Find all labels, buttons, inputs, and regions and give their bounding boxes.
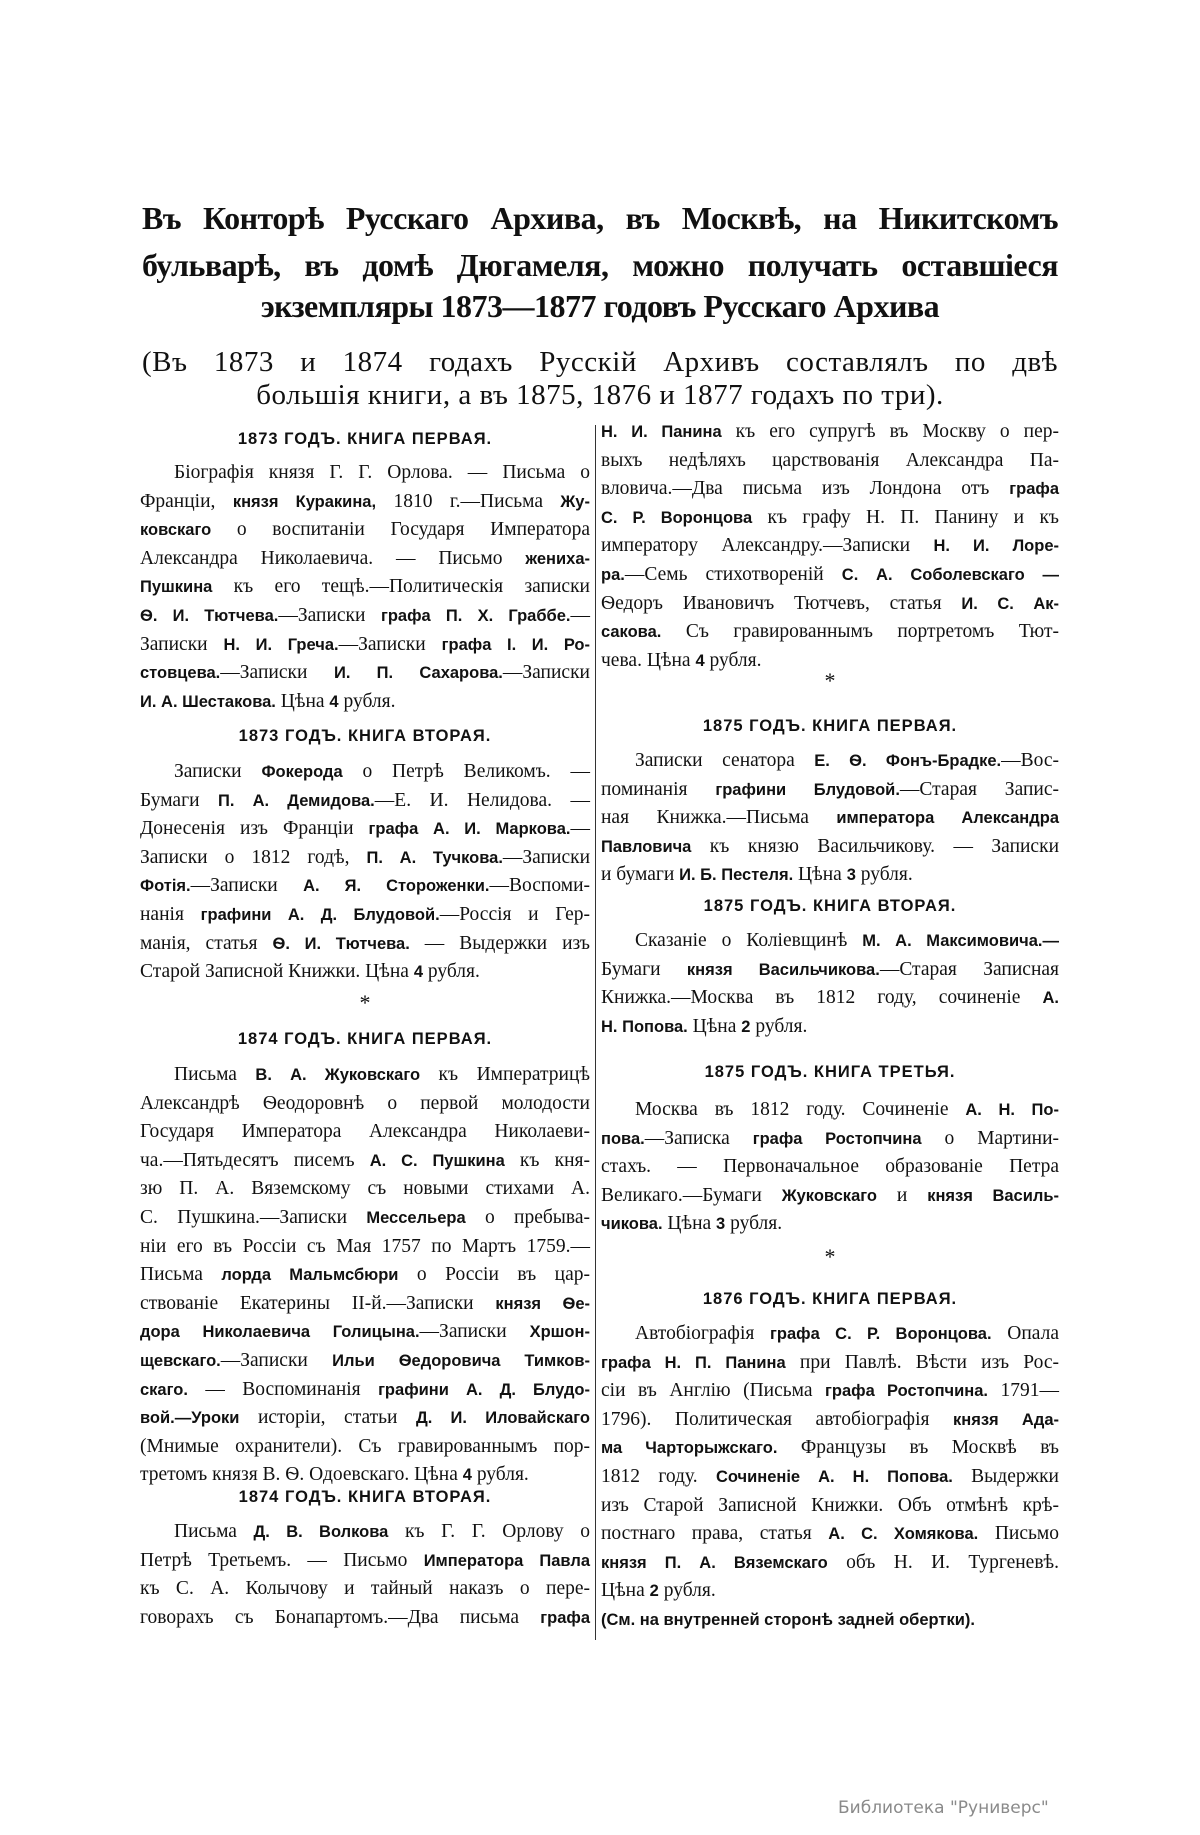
text-run: при Павлѣ. Вѣсти изъ Рос- bbox=[785, 1351, 1059, 1373]
text-run: —Е. И. Нелидова. — bbox=[374, 789, 590, 811]
bold-run: лорда Мальмсбюри bbox=[221, 1266, 399, 1285]
text-run: Сказаніе о Коліевщинѣ bbox=[635, 930, 863, 951]
text-run: къ Императрицѣ bbox=[420, 1064, 590, 1085]
title-line: бульварѣ, въ домѣ Дюгамеля, можно получать оставшіеся bbox=[142, 247, 1058, 283]
text-run: Москва въ 1812 году. Сочиненіе bbox=[635, 1099, 966, 1120]
text-line bbox=[140, 1547, 590, 1576]
section-paragraph bbox=[601, 747, 1059, 890]
bold-run: графа Ростопчина bbox=[752, 1129, 922, 1148]
bold-run: графа bbox=[540, 1608, 590, 1627]
text-run: 1796). Политическая автобіографія bbox=[601, 1408, 953, 1430]
bold-run: графа Н. П. Панина bbox=[601, 1353, 786, 1372]
text-line bbox=[140, 872, 590, 901]
text-run: —Записки bbox=[502, 662, 590, 684]
text-run: Франціи, bbox=[140, 490, 233, 512]
bold-run: И. А. Шестакова. bbox=[140, 692, 276, 711]
subtitle-line: большія книги, а въ 1875, 1876 и 1877 годахъ по три). bbox=[256, 379, 944, 411]
text-run: къ кня- bbox=[504, 1149, 590, 1171]
text-run: о пребыва- bbox=[465, 1206, 590, 1228]
text-run: Письмо bbox=[978, 1523, 1059, 1545]
text-run: Александра Николаевича. — Письмо bbox=[140, 547, 526, 569]
text-run: Письма bbox=[174, 1064, 256, 1085]
text-run: о Мартини- bbox=[921, 1127, 1059, 1149]
bold-run: 4 bbox=[329, 692, 339, 711]
text-run: —Записки bbox=[338, 633, 442, 655]
bold-run: Д. И. Иловайскаго bbox=[415, 1409, 591, 1428]
section-heading: 1875 ГОДЪ. КНИГА ТРЕТЬЯ. bbox=[704, 1063, 956, 1081]
text-line bbox=[601, 1182, 1059, 1211]
bold-run: Мессельера bbox=[366, 1208, 466, 1227]
bold-run: графа П. Х. Граббе. bbox=[380, 606, 571, 625]
text-run: говорахъ съ Бонапартомъ.—Два письма bbox=[140, 1606, 541, 1628]
bold-run: графа bbox=[1009, 480, 1059, 499]
text-line bbox=[601, 804, 1059, 833]
text-line bbox=[140, 659, 590, 688]
title-line: экземпляры 1873—1877 годовъ Русскаго Архива bbox=[260, 288, 940, 324]
text-run: ніи его въ Россіи съ Мая 1757 по Мартъ 1759.— bbox=[140, 1235, 590, 1257]
text-line bbox=[601, 776, 1059, 805]
bold-run: Ѳ. И. Тютчева. bbox=[272, 934, 410, 953]
text-line bbox=[140, 758, 590, 787]
text-run: Великаго.—Бумаги bbox=[601, 1184, 782, 1206]
text-run: Ѳедоръ Ивановичъ Тютчевъ, статья bbox=[601, 592, 962, 614]
text-line bbox=[601, 1210, 1059, 1239]
text-run: къ его супругѣ въ Москву о пер- bbox=[721, 421, 1059, 442]
bold-run: ма Чарторыжскаго. bbox=[601, 1439, 778, 1458]
text-run: —Семь стихотвореній bbox=[624, 563, 842, 585]
text-run: Біографія князя Г. Г. Орлова. — Письма о bbox=[174, 462, 590, 483]
text-line bbox=[140, 1433, 590, 1462]
text-run: — bbox=[570, 818, 590, 840]
text-line bbox=[140, 1318, 590, 1347]
text-run: ная Книжка.—Письма bbox=[601, 807, 837, 829]
text-run: —Вос- bbox=[1001, 750, 1060, 771]
text-run: Письма bbox=[174, 1521, 254, 1542]
text-line bbox=[601, 956, 1059, 985]
text-run: — Выдержки изъ bbox=[409, 932, 590, 954]
text-run: — bbox=[570, 604, 590, 626]
text-run: Опала bbox=[991, 1323, 1059, 1344]
bold-run: князя Куракина, bbox=[232, 492, 377, 511]
text-line bbox=[601, 1463, 1059, 1492]
text-run: и bbox=[876, 1184, 928, 1206]
text-line bbox=[601, 504, 1059, 533]
text-line bbox=[140, 1090, 590, 1119]
text-line bbox=[140, 631, 590, 660]
bold-run: скаго. bbox=[140, 1380, 188, 1399]
bold-run: Н. И. Панина bbox=[601, 423, 722, 441]
section-heading: 1875 ГОДЪ. КНИГА ВТОРАЯ. bbox=[703, 897, 957, 915]
text-run: манія, статья bbox=[140, 932, 273, 954]
text-run: —Старая Записная bbox=[879, 958, 1059, 980]
text-line bbox=[601, 747, 1059, 776]
text-line bbox=[140, 1604, 590, 1633]
bold-run: Жуковскаго bbox=[781, 1186, 877, 1205]
bold-run: Императора Павла bbox=[423, 1551, 590, 1570]
text-run: къ князю Васильчикову. — Записки bbox=[691, 835, 1059, 857]
text-line bbox=[601, 1320, 1059, 1349]
text-run: Бумаги bbox=[601, 958, 687, 980]
text-line bbox=[140, 573, 590, 602]
text-line bbox=[140, 1290, 590, 1319]
bold-run: Д. В. Волкова bbox=[253, 1523, 389, 1541]
bold-run: Е. Ѳ. Фонъ-Брадке. bbox=[814, 752, 1002, 770]
text-run: Письма bbox=[140, 1264, 222, 1286]
text-run: исторіи, статьи bbox=[239, 1407, 416, 1429]
bold-run: князя Васильчикова. bbox=[686, 960, 880, 979]
text-run: нанія bbox=[140, 903, 201, 925]
text-line bbox=[140, 901, 590, 930]
text-line bbox=[601, 1377, 1059, 1406]
text-run: Бумаги bbox=[140, 789, 218, 811]
bold-run: 4 bbox=[695, 651, 705, 670]
bold-run: императора Александра bbox=[836, 809, 1059, 828]
text-run: Автобіографія bbox=[635, 1323, 771, 1344]
bold-run: И. П. Сахарова. bbox=[333, 664, 503, 683]
bold-run: В. А. Жуковскаго bbox=[255, 1066, 421, 1084]
text-line bbox=[140, 844, 590, 873]
text-run: Цѣна bbox=[662, 1213, 717, 1235]
text-run: императору Александру.—Записки bbox=[601, 535, 934, 557]
text-line bbox=[140, 1347, 590, 1376]
bold-run: Н. И. Лоре- bbox=[933, 537, 1059, 556]
bold-run: графини Блудовой. bbox=[715, 780, 900, 799]
text-run: ствованіе Екатерины II-й.—Записки bbox=[140, 1292, 496, 1314]
text-line bbox=[140, 1147, 590, 1176]
text-run: Донесенія изъ Франціи bbox=[140, 818, 369, 840]
text-line bbox=[140, 1404, 590, 1433]
text-run: къ графу Н. П. Панину и къ bbox=[752, 506, 1059, 528]
bold-run: Н. Попова. bbox=[601, 1017, 688, 1036]
text-run: сіи въ Англію (Письма bbox=[601, 1380, 826, 1402]
text-line bbox=[601, 833, 1059, 862]
text-run: Выдержки bbox=[952, 1465, 1059, 1487]
bold-run: Фокерода bbox=[261, 763, 343, 781]
text-run: рубля. bbox=[658, 1580, 716, 1602]
text-line bbox=[140, 1118, 590, 1147]
text-run: — Воспоминанія bbox=[187, 1378, 379, 1400]
bold-run: Фотія. bbox=[140, 877, 191, 896]
text-run: Записки о 1812 годѣ, bbox=[140, 846, 367, 868]
text-line bbox=[140, 930, 590, 959]
text-run: стахъ. — Первоначальное образованіе Петра bbox=[601, 1156, 1059, 1178]
text-run: —Записки bbox=[220, 1349, 333, 1371]
bold-run: графа С. Р. Воронцова. bbox=[770, 1325, 992, 1343]
section-paragraph bbox=[140, 758, 590, 987]
text-run: С. Пушкина.—Записки bbox=[140, 1206, 367, 1228]
bold-run: 4 bbox=[413, 963, 423, 982]
text-line bbox=[601, 618, 1059, 647]
bold-run: дора Николаевича Голицына. bbox=[140, 1323, 420, 1342]
text-run: —Записки bbox=[502, 846, 591, 868]
text-run: къ С. А. Колычову и тайный наказъ о пере- bbox=[140, 1578, 590, 1600]
section-paragraph bbox=[140, 1061, 590, 1490]
text-run: —Записки bbox=[220, 662, 334, 684]
bold-run: графа А. И. Маркова. bbox=[368, 820, 571, 839]
bold-run: (См. на внутренней сторонѣ задней обертки). bbox=[601, 1611, 975, 1629]
section-paragraph bbox=[140, 1518, 590, 1632]
section-heading: 1873 ГОДЪ. КНИГА ПЕРВАЯ. bbox=[237, 430, 493, 448]
text-line bbox=[601, 984, 1059, 1013]
text-line bbox=[601, 590, 1059, 619]
text-line bbox=[140, 602, 590, 631]
bold-run: сакова. bbox=[601, 623, 662, 642]
text-run: рубля. bbox=[704, 649, 762, 671]
text-run: Съ гравированнымъ портретомъ Тют- bbox=[661, 621, 1059, 643]
bold-run: 3 bbox=[846, 866, 856, 885]
text-run: Цѣна bbox=[793, 864, 847, 886]
text-run: Записки сенатора bbox=[635, 750, 815, 771]
text-line bbox=[140, 1518, 590, 1547]
text-run: —Воспоми- bbox=[489, 875, 590, 897]
bold-run: П. А. Тучкова. bbox=[366, 848, 503, 867]
text-line bbox=[601, 861, 1059, 890]
section-paragraph bbox=[601, 1096, 1059, 1239]
text-run: 1791— bbox=[987, 1380, 1059, 1402]
text-run: постнаго права, статья bbox=[601, 1523, 829, 1545]
text-line bbox=[601, 1153, 1059, 1182]
bold-run: А. Н. По- bbox=[965, 1101, 1059, 1119]
section-heading: 1874 ГОДЪ. КНИГА ВТОРАЯ. bbox=[238, 1488, 492, 1506]
text-line bbox=[140, 1376, 590, 1405]
text-line bbox=[140, 488, 590, 517]
text-line bbox=[140, 1233, 590, 1262]
text-line bbox=[140, 516, 590, 545]
text-run: рубля. bbox=[855, 864, 913, 886]
column-divider bbox=[595, 425, 596, 1640]
text-line bbox=[140, 459, 590, 488]
bold-run: графа Ростопчина. bbox=[825, 1382, 988, 1401]
section-heading: 1876 ГОДЪ. КНИГА ПЕРВАЯ. bbox=[702, 1290, 958, 1308]
text-run: Петрѣ Третьемъ. — Письмо bbox=[140, 1549, 424, 1571]
bold-run: князя П. А. Вяземскаго bbox=[601, 1553, 828, 1572]
text-run: поминанія bbox=[601, 778, 716, 800]
text-line bbox=[140, 815, 590, 844]
bold-run: Пушкина bbox=[140, 578, 213, 597]
text-line bbox=[601, 1349, 1059, 1378]
text-run: Цѣна bbox=[687, 1015, 742, 1037]
bold-run: А. Я. Стороженки. bbox=[303, 877, 490, 896]
text-run: изъ Старой Записной Книжки. Объ отмѣнѣ крѣ- bbox=[601, 1494, 1059, 1516]
bold-run: щевскаго. bbox=[140, 1351, 221, 1370]
bold-run: графа І. И. Ро- bbox=[441, 635, 590, 654]
text-line bbox=[140, 1175, 590, 1204]
text-run: рубля. bbox=[750, 1015, 808, 1037]
text-run: къ Г. Г. Орлову о bbox=[388, 1521, 590, 1542]
text-line bbox=[601, 1549, 1059, 1578]
text-line bbox=[601, 1125, 1059, 1154]
text-line bbox=[601, 1406, 1059, 1435]
text-run: объ Н. И. Тургеневѣ. bbox=[827, 1551, 1060, 1573]
text-run: —Старая Запис- bbox=[899, 778, 1059, 800]
text-line bbox=[601, 1520, 1059, 1549]
bold-run: князя Василь- bbox=[927, 1186, 1059, 1205]
text-run: Цѣна bbox=[601, 1580, 650, 1602]
text-line bbox=[140, 1061, 590, 1090]
bold-run: Хршон- bbox=[529, 1323, 590, 1342]
section-paragraph bbox=[601, 1320, 1059, 1606]
text-line bbox=[601, 1492, 1059, 1521]
bold-run: Сочиненіе А. Н. Попова. bbox=[715, 1467, 953, 1486]
text-run: —Записки bbox=[190, 875, 304, 897]
text-run: 1812 году. bbox=[601, 1465, 716, 1487]
title-line: Въ Конторѣ Русскаго Архива, въ Москвѣ, на Никитскомъ bbox=[142, 200, 1058, 236]
bold-run: А. С. Хомякова. bbox=[828, 1525, 979, 1544]
bold-run: ра. bbox=[601, 565, 625, 584]
text-line bbox=[601, 1013, 1059, 1042]
bold-run: пова. bbox=[601, 1129, 645, 1148]
text-line bbox=[601, 532, 1059, 561]
text-run: рубля. bbox=[471, 1464, 529, 1486]
bold-run: жениха- bbox=[525, 549, 590, 568]
text-line bbox=[601, 561, 1059, 590]
text-run: къ его тещѣ.—Политическія записки bbox=[212, 576, 590, 598]
text-run: Записки bbox=[140, 633, 224, 655]
subtitle-line: (Въ 1873 и 1874 годахъ Русскій Архивъ составлялъ по двѣ bbox=[142, 346, 1058, 378]
text-run: и бумаги bbox=[601, 864, 680, 886]
text-run: выхъ недѣляхъ царствованія Александра Па- bbox=[601, 449, 1059, 471]
bold-run: С. А. Соболевскаго — bbox=[841, 565, 1059, 584]
text-run: Александрѣ Ѳеодоровнѣ о первой молодости bbox=[140, 1092, 590, 1114]
library-watermark: Библиотека "Руниверс" bbox=[838, 1798, 1049, 1818]
text-run: Старой Записной Книжки. Цѣна bbox=[140, 961, 414, 983]
text-line bbox=[140, 958, 590, 987]
text-run: Государя Императора Александра Николаеви- bbox=[140, 1121, 590, 1143]
text-run: 1810 г.—Письма bbox=[376, 490, 561, 512]
bold-run: А. bbox=[1042, 989, 1059, 1008]
text-run: (Мнимые охранители). Съ гравированнымъ пор- bbox=[140, 1435, 590, 1457]
text-line bbox=[140, 545, 590, 574]
text-run: —Россія и Гер- bbox=[439, 903, 590, 925]
text-run: —Записки bbox=[278, 604, 381, 626]
asterisk-separator: * bbox=[359, 990, 371, 1015]
bold-run: графини А. Д. Блудо- bbox=[378, 1380, 590, 1399]
bold-run: графини А. Д. Блудовой. bbox=[200, 905, 440, 924]
text-line bbox=[140, 1204, 590, 1233]
section-heading: 1873 ГОДЪ. КНИГА ВТОРАЯ. bbox=[238, 727, 492, 745]
bold-run: князя Ѳе- bbox=[495, 1294, 590, 1313]
bold-run: 3 bbox=[716, 1215, 726, 1234]
asterisk-separator: * bbox=[824, 1244, 836, 1269]
continuation-note bbox=[601, 1606, 1059, 1635]
bold-run: 4 bbox=[462, 1466, 472, 1485]
bold-run: А. С. Пушкина bbox=[369, 1151, 505, 1170]
text-run: Книжка.—Москва въ 1812 году, сочиненіе bbox=[601, 987, 1043, 1009]
text-line bbox=[601, 927, 1059, 956]
text-line bbox=[601, 1096, 1059, 1125]
asterisk-separator: * bbox=[824, 668, 836, 693]
text-run: третомъ князя В. Ѳ. Одоевскаго. Цѣна bbox=[140, 1464, 463, 1486]
text-line bbox=[601, 447, 1059, 476]
bold-run: ковскаго bbox=[140, 521, 212, 540]
text-line bbox=[601, 475, 1059, 504]
bold-run: И. Б. Пестеля. bbox=[679, 866, 794, 885]
text-run: Цѣна bbox=[275, 690, 330, 712]
bold-run: Ѳ. И. Тютчева. bbox=[140, 606, 279, 625]
text-run: рубля. bbox=[725, 1213, 783, 1235]
text-run: —Записки bbox=[419, 1321, 530, 1343]
text-run: о Россіи въ цар- bbox=[398, 1264, 590, 1286]
bold-run: Жу- bbox=[560, 492, 590, 511]
bold-run: князя Ада- bbox=[953, 1410, 1059, 1429]
text-run: рубля. bbox=[338, 690, 396, 712]
text-run: ча.—Пятьдесятъ писемъ bbox=[140, 1149, 370, 1171]
section-heading: 1874 ГОДЪ. КНИГА ПЕРВАЯ. bbox=[237, 1030, 493, 1048]
text-run: о Петрѣ Великомъ. — bbox=[342, 761, 590, 782]
text-line bbox=[601, 1577, 1059, 1606]
bold-run: М. А. Максимовича.— bbox=[862, 932, 1059, 950]
bold-run: П. А. Демидова. bbox=[217, 791, 375, 810]
text-line bbox=[140, 1261, 590, 1290]
text-run: рубля. bbox=[423, 961, 480, 983]
bold-run: И. С. Ак- bbox=[961, 594, 1059, 613]
text-run: зю П. А. Вяземскому съ новыми стихами А. bbox=[140, 1178, 590, 1200]
text-line bbox=[140, 787, 590, 816]
section-paragraph bbox=[140, 459, 590, 716]
bold-run: 2 bbox=[649, 1582, 659, 1601]
bold-run: Ильи Ѳедоровича Тимков- bbox=[332, 1351, 590, 1370]
bold-run: С. Р. Воронцова bbox=[601, 508, 753, 527]
text-line bbox=[140, 1575, 590, 1604]
bold-run: 2 bbox=[741, 1017, 751, 1036]
bold-run: стовцева. bbox=[140, 664, 221, 683]
text-run: о воспитаніи Государя Императора bbox=[211, 519, 590, 541]
section-paragraph bbox=[601, 418, 1059, 675]
text-run: —Записка bbox=[644, 1127, 753, 1149]
text-run: вловича.—Два письма изъ Лондона отъ bbox=[601, 478, 1010, 500]
bold-run: чикова. bbox=[601, 1215, 663, 1234]
text-run: Записки bbox=[174, 761, 262, 782]
text-line bbox=[601, 1434, 1059, 1463]
bold-run: Павловича bbox=[601, 837, 692, 856]
bold-run: Н. И. Греча. bbox=[223, 635, 339, 654]
text-line bbox=[601, 1606, 1059, 1635]
text-run: Французы въ Москвѣ въ bbox=[777, 1437, 1059, 1459]
bold-run: вой.—Уроки bbox=[140, 1409, 240, 1428]
section-heading: 1875 ГОДЪ. КНИГА ПЕРВАЯ. bbox=[702, 717, 958, 735]
text-line bbox=[140, 688, 590, 717]
section-paragraph bbox=[601, 927, 1059, 1041]
text-line bbox=[601, 418, 1059, 447]
text-run: чева. Цѣна bbox=[601, 649, 696, 671]
